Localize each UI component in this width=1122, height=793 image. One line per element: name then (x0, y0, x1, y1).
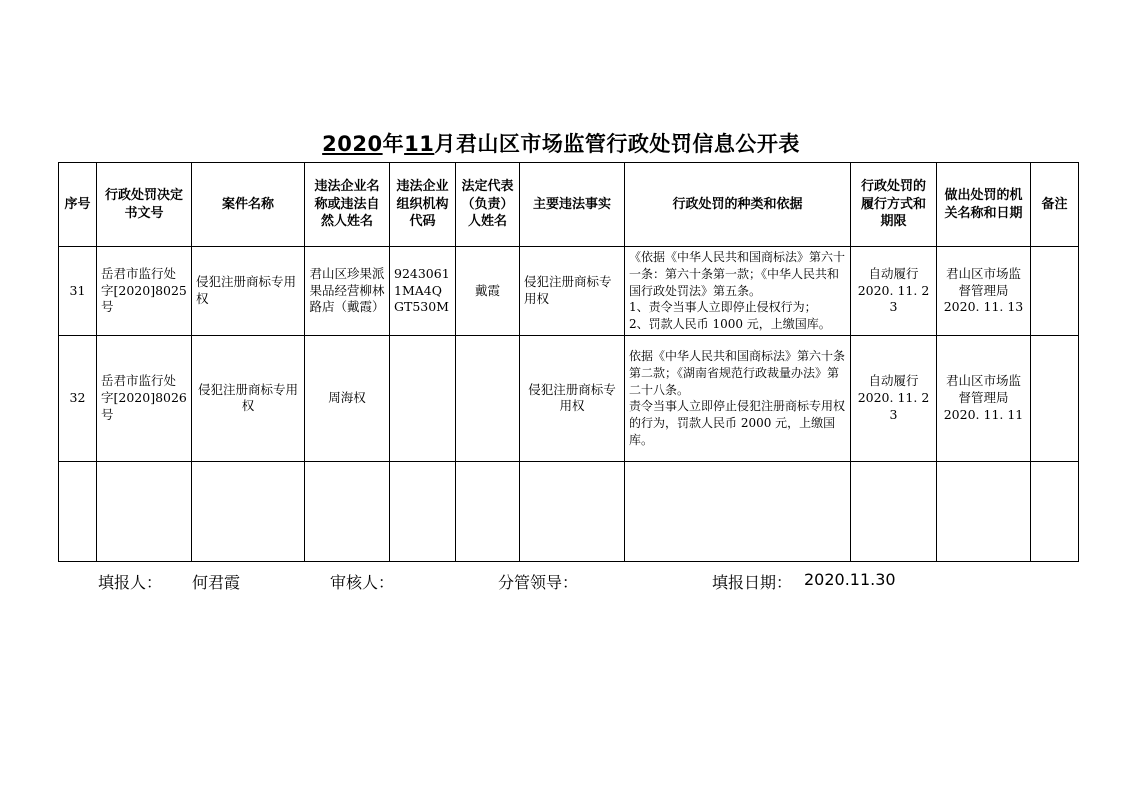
empty-cell (520, 461, 625, 561)
footer-signatures (0, 570, 1122, 594)
title-rest: 月君山区市场监管行政处罚信息公开表 (434, 132, 800, 156)
cell-doc-no: 岳君市监行处字[2020]8025号 (97, 247, 192, 336)
leader-label: 分管领导： (498, 573, 579, 592)
authority-name: 君山区市场监督管理局 (945, 373, 1021, 406)
cell-legal-rep (456, 335, 520, 461)
date-value: 2020.11.30 (804, 570, 896, 589)
date-label: 填报日期： (712, 573, 793, 592)
filler-label: 填报人： (98, 573, 163, 592)
header-execution: 行政处罚的履行方式和期限 (851, 163, 937, 247)
header-facts: 主要违法事实 (520, 163, 625, 247)
cell-doc-no: 岳君市监行处字[2020]8026号 (97, 335, 192, 461)
cell-seq: 31 (59, 247, 97, 336)
cell-org-code (390, 335, 456, 461)
cell-party-name: 周海权 (305, 335, 390, 461)
table-row (59, 335, 1079, 461)
header-remark: 备注 (1031, 163, 1079, 247)
basis-line: 2、罚款人民币 1000 元，上缴国库。 (629, 317, 831, 332)
cell-execution (851, 247, 937, 336)
empty-cell (1031, 461, 1079, 561)
penalty-table (58, 162, 1079, 562)
cell-penalty-basis (625, 247, 851, 336)
header-legal-rep: 法定代表（负责）人姓名 (456, 163, 520, 247)
cell-facts: 侵犯注册商标专用权 (520, 335, 625, 461)
exec-mode: 自动履行 (868, 265, 919, 281)
cell-execution (851, 335, 937, 461)
cell-authority (937, 247, 1031, 336)
header-penalty-basis: 行政处罚的种类和依据 (625, 163, 851, 247)
empty-cell (390, 461, 456, 561)
empty-cell (305, 461, 390, 561)
basis-line: 《依据《中华人民共和国商标法》第六十一条：第六十条第一款；《中华人民共和国行政处罚法》第五条。 (629, 250, 846, 298)
empty-cell (97, 461, 192, 561)
header-org-code: 违法企业组织机构代码 (390, 163, 456, 247)
cell-authority (937, 335, 1031, 461)
empty-cell (625, 461, 851, 561)
header-seq: 序号 (59, 163, 97, 247)
cell-party-name: 君山区珍果派果品经营柳林路店（戴霞） (305, 247, 390, 336)
cell-facts: 侵犯注册商标专用权 (520, 247, 625, 336)
empty-cell (456, 461, 520, 561)
empty-cell (937, 461, 1031, 561)
empty-cell (59, 461, 97, 561)
basis-line: 1、责令当事人立即停止侵权行为； (629, 300, 817, 315)
authority-date: 2020. 11. 13 (943, 299, 1024, 315)
filler-name: 何君霞 (192, 573, 241, 592)
title-year-suffix: 年 (382, 132, 405, 156)
cell-seq: 32 (59, 335, 97, 461)
exec-date: 2020. 11. 23 (857, 390, 930, 422)
cell-legal-rep: 戴霞 (456, 247, 520, 336)
basis-line: 责令当事人立即停止侵犯注册商标专用权的行为，罚款人民币 2000 元，上缴国库。 (629, 399, 846, 448)
cell-org-code: 92430611MA4QGT530M (390, 247, 456, 336)
header-party-name: 违法企业名称或违法自然人姓名 (305, 163, 390, 247)
table-header-row (59, 163, 1079, 247)
reviewer-label: 审核人： (330, 573, 395, 592)
basis-line: 依据《中华人民共和国商标法》第六十条第二款；《湖南省规范行政裁量办法》第二十八条。 (629, 349, 846, 397)
exec-mode: 自动履行 (868, 373, 919, 389)
cell-remark (1031, 335, 1079, 461)
empty-cell (851, 461, 937, 561)
page-title (0, 128, 1122, 158)
cell-remark (1031, 247, 1079, 336)
table-row (59, 247, 1079, 336)
header-doc-no: 行政处罚决定书文号 (97, 163, 192, 247)
header-case-name: 案件名称 (192, 163, 305, 247)
authority-date: 2020. 11. 11 (943, 406, 1024, 422)
cell-penalty-basis (625, 335, 851, 461)
title-year: 2020 (322, 132, 383, 156)
title-month: 11 (404, 132, 435, 156)
header-authority: 做出处罚的机关名称和日期 (937, 163, 1031, 247)
cell-case-name: 侵犯注册商标专用权 (192, 335, 305, 461)
cell-case-name: 侵犯注册商标专用权 (192, 247, 305, 336)
exec-date: 2020. 11. 23 (857, 282, 930, 315)
authority-name: 君山区市场监督管理局 (945, 265, 1021, 298)
table-row-empty (59, 461, 1079, 561)
empty-cell (192, 461, 305, 561)
